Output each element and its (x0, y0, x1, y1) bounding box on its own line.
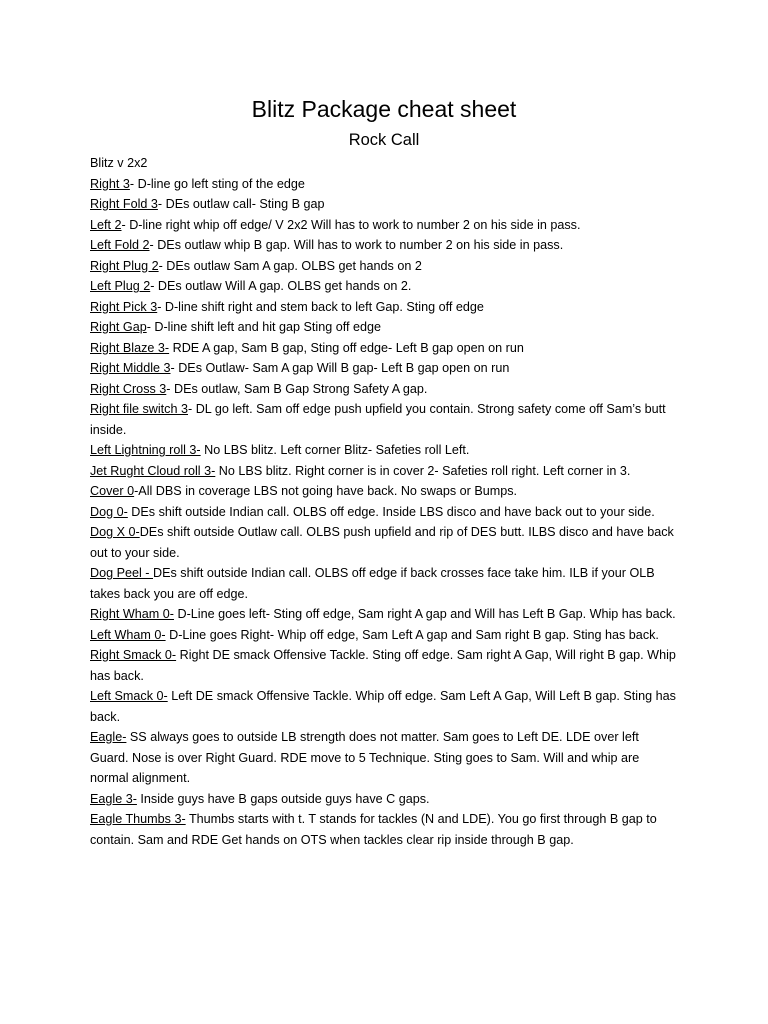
entry-description: Left DE smack Offensive Tackle. Whip off edge. Sam Left A Gap, Will Left B gap. Sting has back. (90, 689, 676, 724)
entry-term: Right Fold 3 (90, 197, 158, 211)
document-subtitle: Rock Call (348, 131, 420, 149)
entry-item (90, 379, 678, 400)
entry-item (90, 338, 678, 359)
entry-description: - DEs outlaw, Sam B Gap Strong Safety A gap. (166, 381, 428, 396)
entry-term: Left Wham 0- (90, 627, 166, 642)
entry-item (90, 809, 678, 850)
entry-description: - DEs Outlaw- Sam A gap Will B gap- Left B gap open on run (170, 361, 510, 375)
entry-description: Inside guys have B gaps outside guys have C gaps. (136, 791, 430, 806)
entry-item (90, 686, 678, 727)
entry-item (90, 727, 678, 789)
entry-item (90, 215, 678, 236)
entry-term: Right Blaze 3- (90, 340, 170, 355)
entry-term: Dog 0- (90, 504, 128, 519)
entry-term: Eagle 3- (90, 791, 137, 806)
entry-term: Dog Peel - (90, 566, 153, 580)
entry-term: Right Cross 3 (90, 381, 167, 396)
entry-description: D-Line goes Right- Whip off edge, Sam Left A gap and Sam right B gap. Sting has back. (165, 627, 659, 642)
entry-item (90, 317, 678, 338)
entry-description: DEs shift outside Indian call. OLBS off edge. Inside LBS disco and have back out to your side. (127, 504, 655, 519)
entry-description: - DL go left. Sam off edge push upfield you contain. Strong safety come off Sam’s butt inside. (90, 402, 666, 437)
entry-description: - DEs outlaw call- Sting B gap (157, 197, 325, 211)
entry-item (90, 399, 678, 440)
entry-term: Eagle- (90, 730, 127, 744)
entry-item (90, 358, 678, 379)
entry-term: Right Gap (90, 320, 147, 334)
entry-item (90, 256, 678, 277)
entry-term: Left 2 (90, 217, 122, 232)
entry-description: - DEs outlaw Will A gap. OLBS get hands on 2. (150, 279, 412, 293)
entry-description: - D-line go left sting of the edge (129, 176, 305, 191)
entry-term: Right Pick 3 (90, 299, 158, 314)
entry-item (90, 481, 678, 502)
entry-item (90, 645, 678, 686)
entry-description: D-Line goes left- Sting off edge, Sam right A gap and Will has Left B Gap. Whip has back. (173, 607, 676, 621)
entry-description: DEs shift outside Indian call. OLBS off edge if back crosses face take him. ILB if your OLB takes back you are off edge. (90, 566, 655, 601)
entry-description: RDE A gap, Sam B gap, Sting off edge- Left B gap open on run (169, 340, 524, 355)
entry-term: Right Middle 3 (90, 361, 171, 375)
entry-item (90, 502, 678, 523)
entry-term: Left Fold 2 (90, 238, 150, 252)
entry-item (90, 297, 678, 318)
entry-term: Jet Rught Cloud roll 3- (90, 463, 216, 478)
entry-term: Right Plug 2 (90, 258, 159, 273)
entry-item (90, 276, 678, 297)
entry-description: - D-line shift left and hit gap Sting off edge (146, 320, 381, 334)
entry-description: - DEs outlaw Sam A gap. OLBS get hands on 2 (158, 258, 422, 273)
document-title: Blitz Package cheat sheet (251, 96, 517, 122)
entry-description: No LBS blitz. Left corner Blitz- Safeties roll Left. (200, 443, 470, 457)
entry-description: SS always goes to outside LB strength does not matter. Sam goes to Left DE. LDE over left Guard. Nose is over Right Guard. RDE move to 5 Technique. Sting goes to Sam. Will and whip are normal alignment. (90, 730, 640, 785)
entry-description: - D-line shift right and stem back to left Gap. Sting off edge (157, 299, 484, 314)
entry-item (90, 235, 678, 256)
entry-description: DEs shift outside Outlaw call. OLBS push upfield and rip of DES butt. ILBS disco and have back out to your side. (90, 525, 674, 560)
entry-item (90, 604, 678, 625)
entry-item (90, 789, 678, 810)
entry-item (90, 440, 678, 461)
entry-item (90, 522, 678, 563)
entry-term: Eagle Thumbs 3- (90, 812, 186, 826)
entry-term: Right Wham 0- (90, 607, 174, 621)
entry-term: Left Smack 0- (90, 689, 168, 703)
section-label: Blitz v 2x2 (90, 156, 148, 170)
entry-list (90, 174, 678, 851)
entry-description: -All DBS in coverage LBS not going have back. No swaps or Bumps. (134, 484, 518, 498)
entry-description: Right DE smack Offensive Tackle. Sting off edge. Sam right A Gap, Will right B gap. Whip has back. (90, 648, 676, 683)
entry-description: - D-line right whip off edge/ V 2x2 Will has to work to number 2 on his side in pass. (121, 217, 581, 232)
entry-item (90, 461, 678, 482)
entry-term: Cover 0 (90, 484, 135, 498)
entry-item (90, 174, 678, 195)
entry-term: Right 3 (90, 176, 130, 191)
cheat-sheet-body (90, 153, 678, 850)
entry-item (90, 563, 678, 604)
entry-description: - DEs outlaw whip B gap. Will has to work to number 2 on his side in pass. (149, 238, 564, 252)
entry-term: Right Smack 0- (90, 648, 177, 662)
entry-term: Right file switch 3 (90, 402, 188, 416)
entry-description: Thumbs starts with t. T stands for tackles (N and LDE). You go first through B gap to contain. Sam and RDE Get hands on OTS when tackles clear rip inside through B gap. (90, 812, 657, 847)
entry-description: No LBS blitz. Right corner is in cover 2- Safeties roll right. Left corner in 3. (215, 463, 631, 478)
entry-term: Left Lightning roll 3- (90, 443, 201, 457)
entry-item (90, 625, 678, 646)
entry-term: Left Plug 2 (90, 279, 151, 293)
entry-term: Dog X 0- (90, 525, 140, 539)
entry-item (90, 194, 678, 215)
